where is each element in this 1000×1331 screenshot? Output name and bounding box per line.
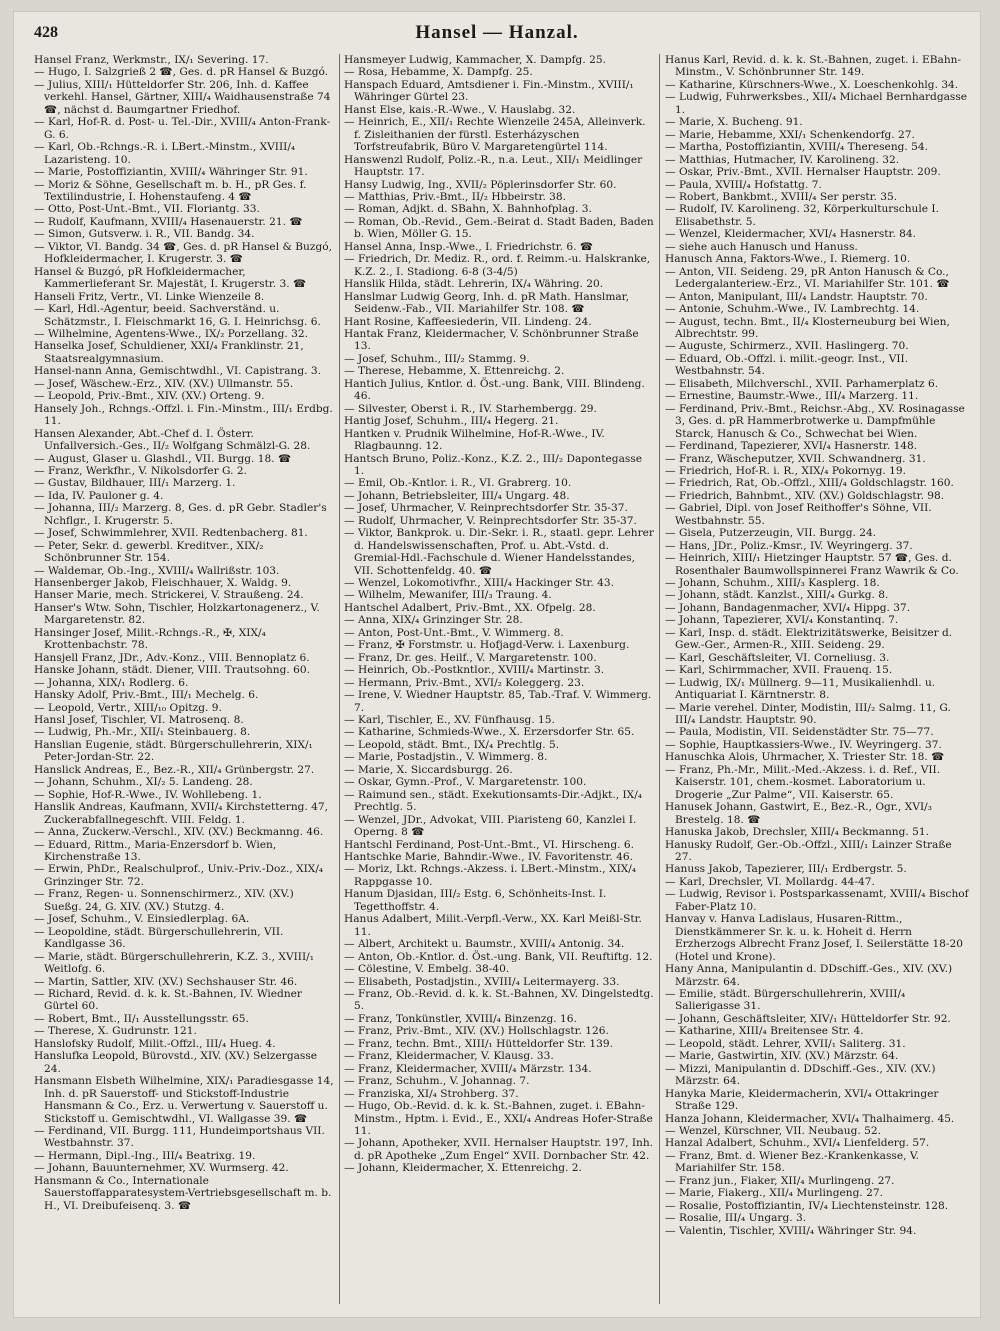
directory-entry: — Albert, Architekt u. Baumstr., XVIII/₄ Antonig. 34. [344, 938, 625, 951]
directory-entry: — Rudolf, Kaufmann, XVIII/₄ Hasenauerstr. 21. ☎ [34, 215, 303, 228]
directory-entry: — Ernestine, Baumstr.-Wwe., III/₄ Marzerg. 11. [665, 390, 919, 403]
directory-entry: — Katharine, Kürschners-Wwe., X. Loeschenkohlg. 34. [665, 78, 959, 91]
directory-entry: — Ludwig, Ph.-Mr., XII/₁ Steinbauerg. 8. [34, 726, 251, 739]
directory-entry: — Josef, Schuhm., V. Einsiedlerplag. 6A. [34, 913, 250, 926]
directory-entry: Hanser Marie, mech. Strickerei, V. Straußeng. 24. [34, 589, 304, 602]
directory-entry: — Silvester, Oberst i. R., IV. Starhembergg. 29. [344, 402, 597, 415]
directory-entry: — Gisela, Putzerzeugin, VII. Burgg. 24. [665, 527, 877, 540]
directory-entry: Hansel Anna, Insp.-Wwe., I. Friedrichstr. 6. ☎ [344, 240, 594, 253]
directory-entry: — Karl, Tischler, E., XV. Fünfhausg. 15. [344, 714, 555, 727]
directory-entry: Hansl Josef, Tischler, VI. Matrosenq. 8. [34, 714, 244, 727]
directory-entry: Hany Anna, Manipulantin d. DDschiff.-Ges., XIV. (XV.) Märzstr. 64. [665, 963, 953, 988]
directory-entry: — Anton, Manipulant, III/₄ Landstr. Hauptstr. 70. [665, 290, 928, 303]
directory-entry: — Mizzi, Manipulantin d. DDschiff.-Ges., XIV. (XV.) Märzstr. 64. [665, 1062, 936, 1088]
directory-entry: — Marie verehel. Dinter, Modistin, III/₂ Salmg. 11, G. III/₄ Landstr. Hauptstr. 90. [665, 701, 951, 727]
directory-entry: — Josef, Schwimmlehrer, XVII. Redtenbacherg. 81. [34, 527, 308, 540]
directory-entry: — Martin, Sattler, XIV. (XV.) Sechshauser Str. 46. [34, 975, 298, 988]
directory-entry: Hanusky Rudolf, Ger.-Ob.-Offzl., XIII/₁ Lainzer Straße 27. [665, 838, 952, 863]
directory-entry: — Wenzel, JDr., Advokat, VIII. Piaristeng 60, Kanzlei I. Operng. 8 ☎ [344, 813, 637, 839]
directory-entry: — siehe auch Hanusch und Hanuss. [665, 240, 858, 253]
directory-entry: — Franz, Kleidermacher, XVIII/₄ Märzstr. 134. [344, 1062, 592, 1075]
directory-entry: — Johanna, III/₂ Marzerg. 8, Ges. d. pR Gebr. Stadler's Nchflgr., I. Krugerstr. 5. [34, 502, 327, 527]
directory-entry: — Karl, Geschäftsleiter, VI. Corneliusg. 3. [665, 651, 890, 664]
directory-entry: — Raimund sen., städt. Exekutionsamts-Dir.-Adjkt., IX/₄ Prechtlg. 5. [344, 788, 643, 814]
directory-entry: — Anna, XIX/₄ Grinzinger Str. 28. [344, 614, 523, 627]
directory-entry: — Viktor, Bankprok. u. Dir.-Sekr. i. R., staatl. gepr. Lehrer d. Handelswissenschaften, Prof. u. Abt.-Vstd. d. Gremial-Hdl.-Fachschule d. Wiener Handelsstandes, VII. Schottenfeldg. 40. ☎ [344, 527, 654, 577]
directory-entry: Hansen Alexander, Abt.-Chef d. I. Österr. Unfallversich.-Ges., II/₂ Wolfgang Schmälzl-G. 28. [34, 427, 311, 453]
directory-entry: Hanus Karl, Revid. d. k. k. St.-Bahnen, zuget. i. EBahn-Minstm., V. Schönbrunner Str. 149. [665, 54, 962, 79]
directory-entry: Hanusch Anna, Faktors-Wwe., I. Riemerg. 10. [665, 253, 911, 266]
directory-entry: — Franz, Ph.-Mr., Milit.-Med.-Akzess. i. d. Ref., VII. Kaiserstr. 101, chem.-kosmet. Laboratorium u. Drogerie „Zur Palme“, VII. Kaiserstr. 65. [665, 763, 941, 801]
directory-entry: — Matthias, Priv.-Bmt., II/₂ Hbbeirstr. 38. [344, 190, 567, 203]
directory-entry: — Franz, techn. Bmt., XIII/₁ Hütteldorfer Str. 139. [344, 1037, 613, 1050]
directory-entry: — Franz jun., Fiaker, XII/₄ Murlingeng. 27. [665, 1174, 895, 1187]
directory-entry: — Ferdinand, Tapezierer, XVI/₄ Hasnerstr. 148. [665, 440, 918, 453]
directory-entry: — Ludwig, IX/₁ Müllnerg. 9—11, Musikalienhdl. u. Antiquariat I. Kärntnerstr. 8. [665, 676, 936, 702]
directory-entry: — Sophie, Hof-R.-Wwe., IV. Wohllebeng. 1. [34, 788, 262, 801]
directory-entry: Hansel & Buzgó, pR Hofkleidermacher, Kammerlieferant Sr. Majestät, I. Krugerstr. 3. ☎ [34, 265, 307, 291]
directory-entry: — Erwin, PhDr., Realschulprof., Univ.-Priv.-Doz., XIX/₄ Grinzinger Str. 72. [34, 863, 324, 888]
directory-entry: — Leopold, städt. Bmt., IX/₄ Prechtlg. 5. [344, 738, 560, 751]
directory-entry: — Roman, Ob.-Revid., Gem.-Beirat d. Stadt Baden, Baden b. Wien, Möller G. 15. [344, 215, 654, 241]
directory-entry: — Rosalie, III/₄ Ungarg. 3. [665, 1212, 807, 1225]
directory-entry: — Hermann, Dipl.-Ing., III/₄ Beatrixg. 19. [34, 1149, 256, 1162]
directory-entry: Hanslik Hilda, städt. Lehrerin, IX/₄ Währing. 20. [344, 278, 604, 291]
directory-entry: — Emil, Ob.-Kntlor. i. R., VI. Grabrerg. 10. [344, 477, 572, 490]
directory-entry: — Robert, Bmt., II/₁ Ausstellungsstr. 65. [34, 1012, 249, 1025]
directory-entry: — Ferdinand, VII. Burgg. 111, Hundeimportshaus VII. Westbahnstr. 37. [34, 1124, 325, 1150]
directory-entry: — Johann, Bauunternehmer, XV. Wurmserg. 42. [34, 1162, 289, 1175]
directory-entry: — Katharine, XIII/₄ Breitensee Str. 4. [665, 1025, 864, 1038]
directory-entry: — Leopold, städt. Lehrer, XVII/₁ Saliterg. 31. [665, 1037, 906, 1050]
directory-entry: — Friedrich, Hof-R. i. R., XIX/₄ Pokornyg. 19. [665, 464, 906, 477]
directory-entry: — Franz, Regen- u. Sonnenschirmerz., XIV. (XV.) Sueßg. 24, G. XIV. (XV.) Stutzg. 4. [34, 888, 294, 913]
directory-entry: — Elisabeth, Milchverschl., XVII. Parhamerplatz 6. [665, 377, 939, 390]
directory-entry: — Karl, Drechsler, VI. Mollardg. 44-47. [665, 875, 875, 888]
directory-entry: — Josef, Schuhm., III/₂ Stammg. 9. [344, 352, 530, 365]
directory-entry: — Anton, Post-Unt.-Bmt., V. Wimmerg. 8. [344, 626, 564, 639]
directory-entry: — Wenzel, Kleidermacher, XVI/₄ Hasnerstr. 84. [665, 228, 917, 241]
directory-entry: Hansel Franz, Werkmstr., IX/₁ Severing. 17. [34, 54, 269, 66]
directory-entry: — Moriz & Söhne, Gesellschaft m. b. H., pR Ges. f. Textilindustrie, I. Hohenstaufeng. 4 ☎ [34, 178, 307, 203]
directory-entry: — Waldemar, Ob.-Ing., XVIII/₄ Wallrißstr. 103. [34, 564, 280, 577]
directory-entry: — Wenzel, Lokomotivfhr., XIII/₄ Hackinger Str. 43. [344, 577, 614, 590]
directory-entry: — Paula, XVIII/₄ Hofstattg. 7. [665, 178, 822, 191]
running-head: Hansel — Hanzal. [415, 22, 579, 43]
directory-entry: Hanslofsky Rudolf, Milit.-Offzl., III/₄ Hueg. 4. [34, 1037, 276, 1050]
page-number: 428 [34, 24, 58, 41]
directory-entry: — Karl, Insp. d. städt. Elektrizitätswerke, Beisitzer d. Gew.-Ger., Armen-R., XIII. Seideng. 29. [665, 626, 953, 652]
directory-entry: — Gabriel, Dipl. von Josef Reithoffer's Söhne, VII. Westbahnstr. 55. [665, 502, 932, 527]
directory-entry: — Johanna, XIX/₁ Rodlerg. 6. [34, 676, 189, 689]
directory-entry: — Hermann, Priv.-Bmt., XVI/₂ Koleggerg. 23. [344, 676, 585, 689]
directory-entry: — Matthias, Hutmacher, IV. Karolineng. 32. [665, 153, 900, 166]
directory-entry: — Franz, Ob.-Revid. d. k. k. St.-Bahnen, XV. Dingelstedtg. 5. [344, 987, 654, 1013]
directory-entry: — Marie, Hebamme, XXI/₁ Schenkendorfg. 27. [665, 128, 915, 141]
directory-entry: — Leopoldine, städt. Bürgerschullehrerin, VII. Kandlgasse 36. [34, 925, 284, 951]
directory-entry: Hanuschka Alois, Uhrmacher, X. Triester Str. 18. ☎ [665, 751, 945, 764]
directory-entry: Hansmann Elsbeth Wilhelmine, XIX/₁ Paradiesgasse 14, Inh. d. pR Sauerstoff- und Stickstoff-Industrie Hansmann & Co., Erz. u. Verwertung v. Sauerstoff u. Stickstoff u. Gemischtwdhl., VI. Wallgasse 39. ☎ [34, 1075, 334, 1125]
directory-entry: Hantsch Bruno, Poliz.-Konz., K.Z. 2., III/₂ Dapontegasse 1. [344, 452, 643, 477]
directory-entry: Hansinger Josef, Milit.-Rchngs.-R., ✠, XIX/₄ Krottenbachstr. 78. [34, 626, 266, 652]
directory-entry: — Karl, Schirmmacher, XVII. Frauenq. 15. [665, 664, 893, 677]
directory-entry: — Friedrich, Bahnbmt., XIV. (XV.) Goldschlagstr. 98. [665, 489, 945, 502]
directory-entry: — Josef, Wäschew.-Erz., XIV. (XV.) Ullmanstr. 55. [34, 377, 294, 390]
directory-entry: — Irene, V. Wiedner Hauptstr. 85, Tab.-Traf. V. Wimmerg. 7. [344, 689, 652, 714]
directory-entry: — Otto, Post-Unt.-Bmt., VII. Floriantg. 33. [34, 203, 260, 216]
directory-entry: — Auguste, Schirmerz., XVII. Haslingerg. 70. [665, 340, 909, 353]
directory-entry: — Johann, städt. Kanzlst., XIII/₄ Gurkg. 8. [665, 589, 889, 602]
directory-entry: — Franz, Dr. ges. Heilf., V. Margaretenstr. 100. [344, 651, 597, 664]
directory-entry: — Simon, Gutsverw. i. R., VII. Bandg. 34. [34, 228, 255, 241]
directory-entry: — Ida, IV. Pauloner g. 4. [34, 489, 164, 502]
directory-entry: Hanswenzl Rudolf, Poliz.-R., n.a. Leut., XII/₁ Meidlinger Hauptstr. 17. [344, 153, 643, 179]
directory-entry: Hantschl Ferdinand, Post-Unt.-Bmt., VI. Hirscheng. 6. [344, 838, 634, 851]
directory-entry: Hantich Julius, Kntlor. d. Öst.-ung. Bank, VIII. Blindeng. 46. [344, 377, 645, 403]
page-header [14, 12, 980, 50]
directory-entry: — Oskar, Gymn.-Prof., V. Margaretenstr. 100. [344, 776, 587, 789]
directory-entry: — Franz, Wäscheputzer, XVII. Schwandnerg. 31. [665, 452, 926, 465]
directory-entry: Hansjell Franz, JDr., Adv.-Konz., VIII. Bennoplatz 6. [34, 651, 310, 664]
directory-entry: — Wenzel, Kürschner, VII. Neubaug. 52. [665, 1124, 881, 1137]
directory-entry: — Franz, ✠ Forstmstr. u. Hofjagd-Verw. i. Laxenburg. [344, 639, 630, 652]
directory-entry: — Ferdinand, Priv.-Bmt., Reichsr.-Abg., XV. Rosinagasse 3, Ges. d. pR Hammerbrotwerke u. Dampfmühle Starck, Hanusch & Co., Schwechat bei Wien. [665, 402, 965, 440]
directory-entry: Hantig Josef, Schuhm., III/₄ Hegerg. 21. [344, 415, 559, 428]
directory-entry: Hant Rosine, Kaffeesiederin, VII. Lindeng. 24. [344, 315, 592, 328]
directory-entry: — Marie, Fiakerg., XII/₄ Murlingeng. 27. [665, 1187, 883, 1200]
directory-entry: Hanusek Johann, Gastwirt, E., Bez.-R., Ogr., XVI/₃ Brestelg. 18. ☎ [665, 801, 932, 826]
directory-entry: — Franz, Werkfhr., V. Nikolsdorfer G. 2. [34, 464, 247, 477]
directory-entry: — Julius, XIII/₁ Hütteldorfer Str. 206, Inh. d. Kaffee verkehl. Hansel, Gärtner, XIII/₄ Waidhausenstraße 74 ☎, nächst d. Baumgartner Friedhof. [34, 78, 331, 116]
directory-entry: Hanslufka Leopold, Bürovstd., XIV. (XV.) Selzergasse 24. [34, 1050, 318, 1075]
directory-entry: — Anna, Zuckerw.-Verschl., XIV. (XV.) Beckmanng. 46. [34, 826, 324, 839]
directory-entry: — Karl, Ob.-Rchngs.-R. i. LBert.-Minstm., XVIII/₄ Lazaristeng. 10. [34, 141, 296, 166]
directory-entry: — Therese, X. Gudrunstr. 121. [34, 1025, 197, 1038]
directory-entry: — Johann, Bandagenmacher, XVI/₄ Hippg. 37. [665, 601, 911, 614]
directory-entry: — Franz, Tonkünstler, XVIII/₄ Binzenzg. 16. [344, 1012, 577, 1025]
directory-entry: — Eduard, Rittm., Maria-Enzersdorf b. Wien, Kirchenstraße 13. [34, 838, 277, 863]
directory-page [14, 12, 980, 1317]
directory-entry: — Valentin, Tischler, XVIII/₄ Währinger Str. 94. [665, 1224, 917, 1237]
directory-entry: Hanyka Marie, Kleidermacherin, XVI/₄ Ottakringer Straße 129. [665, 1087, 939, 1113]
directory-entry: — Martha, Postoffiziantin, XVIII/₄ Thereseng. 54. [665, 141, 929, 154]
directory-entry: — Richard, Revid. d. k. k. St.-Bahnen, IV. Wiedner Gürtel 60. [34, 987, 302, 1013]
directory-entry: — Franz, Bmt. d. Wiener Bez.-Krankenkasse, V. Mariahilfer Str. 158. [665, 1149, 920, 1175]
directory-entry: — Hugo, Ob.-Revid. d. k. k. St.-Bahnen, zuget. i. EBahn-Minstm., Hptm. i. Evid., E., XXI/₄ Andreas Hofer-Straße 11. [344, 1100, 653, 1137]
directory-entry: — Karl, Hof-R. d. Post- u. Tel.-Dir., XVIII/₄ Anton-Frank-G. 6. [34, 116, 331, 141]
directory-entry: — Cölestine, V. Embelg. 38-40. [344, 963, 510, 976]
directory-entry: Hanselka Josef, Schuldiener, XXI/₄ Franklinstr. 21, Staatsrealgymnasium. [34, 340, 304, 365]
directory-entry: — Rudolf, IV. Karolineng. 32, Körperkulturschule I. Elisabethstr. 5. [665, 203, 939, 228]
directory-entry: — Rudolf, Uhrmacher, V. Reinprechtsdorfer Str. 35-37. [344, 514, 637, 527]
directory-entry: — Leopold, Priv.-Bmt., XIV. (XV.) Orteng. 9. [34, 390, 265, 403]
directory-entry: Hanspach Eduard, Amtsdiener i. Fin.-Minstm., XVIII/₁ Währinger Gürtel 23. [344, 78, 634, 104]
column-divider [659, 54, 660, 1304]
directory-entry: Hansenberger Jakob, Fleischhauer, X. Waldg. 9. [34, 577, 292, 590]
directory-entry: — Ludwig, Fuhrwerksbes., XII/₄ Michael Bernhardgasse 1. [665, 91, 968, 116]
directory-entry: Hantak Franz, Kleidermacher, V. Schönbrunner Straße 13. [344, 327, 639, 353]
directory-entry: — Rosa, Hebamme, X. Dampfg. 25. [344, 66, 533, 79]
directory-entry: — Marie, X. Bucheng. 91. [665, 116, 803, 129]
directory-entry: — Gustav, Bildhauer, III/₁ Marzerg. 1. [34, 477, 236, 490]
directory-entry: — Rosalie, Postoffiziantin, IV/₄ Liechtensteinstr. 128. [665, 1199, 949, 1212]
directory-entry: — Karl, Hdl.-Agentur, beeid. Sachverständ. u. Schätzmstr., I. Fleischmarkt 16, G. I. Heinrichsg. 6. [34, 303, 321, 328]
directory-entry: — Johann, Schuhm., XI/₂ 5. Landeng. 28. [34, 776, 253, 789]
directory-entry: — Eduard, Ob.-Offzl. i. milit.-geogr. Inst., VII. Westbahnstr. 54. [665, 352, 909, 378]
directory-entry: — Johann, Apotheker, XVII. Hernalser Hauptstr. 197, Inh. d. pR Apotheke „Zum Engel“ XVII. Dornbacher Str. 42. [344, 1137, 654, 1162]
directory-entry: Hantschel Adalbert, Priv.-Bmt., XX. Ofpelg. 28. [344, 601, 596, 614]
directory-entry: — Roman, Adjkt. d. SBahn, X. Bahnhofplag. 3. [344, 203, 592, 216]
directory-entry: Hansy Ludwig, Ing., XVII/₂ Pöplerinsdorfer Str. 60. [344, 178, 617, 191]
directory-entry: — Friedrich, Rat, Ob.-Offzl., XIII/₄ Goldschlagstr. 160. [665, 477, 954, 490]
directory-entry: — Heinrich, E., XII/₁ Rechte Wienzeile 245A, Alleinverk. f. Zisleithanien der fürstl. Esterházyschen Torfstreufabrik, Büro V. Margaretengürtel 114. [344, 116, 646, 154]
directory-entry: — Robert, Bankbmt., XVIII/₄ Ser perstr. 35. [665, 190, 898, 203]
directory-entry: — Franz, Schuhm., V. Johannag. 7. [344, 1075, 530, 1088]
directory-entry: Hantschke Marie, Bahndir.-Wwe., IV. Favoritenstr. 46. [344, 851, 634, 863]
directory-entry: Hansmeyer Ludwig, Kammacher, X. Dampfg. 25. [344, 54, 606, 66]
directory-entry: — Franz, Priv.-Bmt., XIV. (XV.) Hollschlagstr. 126. [344, 1025, 609, 1038]
directory-entry: — Moriz, Lkt. Rchngs.-Akzess. i. LBert.-Minstm., XIX/₄ Rappgasse 10. [344, 863, 637, 888]
directory-entry: — Hans, JDr., Poliz.-Kmsr., IV. Weyringerg. 37. [665, 539, 913, 552]
directory-entry: — Marie, Gastwirtin, XIV. (XV.) Märzstr. 64. [665, 1050, 899, 1063]
directory-entry: — Anton, VII. Seideng. 29, pR Anton Hanusch & Co., Ledergalanteriew.-Erz., VI. Mariahilfer Str. 101. ☎ [665, 265, 950, 291]
directory-entry: — Sophie, Hauptkassiers-Wwe., IV. Weyringerg. 37. [665, 738, 942, 751]
directory-entry: Hansmann & Co., Internationale Sauerstoffapparatesystem-Vertriebsgesellschaft m. b. H., VI. Dreibufeisenq. 3. ☎ [34, 1174, 332, 1212]
directory-entry: — Johann, Geschäftsleiter, XIV/₁ Hütteldorfer Str. 92. [665, 1012, 951, 1025]
directory-entry: — Elisabeth, Postadjstin., XVIII/₄ Leitermayerg. 33. [344, 975, 620, 988]
directory-entry: Hanst Else, kais.-R.-Wwe., V. Hauslabg. 32. [344, 103, 576, 116]
directory-entry: Hanske Johann, städt. Diener, VIII. Trautsohng. 60. [34, 664, 310, 677]
directory-entry: — Oskar, Priv.-Bmt., XVII. Hernalser Hauptstr. 209. [665, 166, 941, 179]
directory-entry: — Wilhelmine, Agentens-Wwe., IX/₂ Porzellang. 32. [34, 327, 308, 340]
directory-entry: Hanslian Eugenie, städt. Bürgerschullehrerin, XIX/₁ Peter-Jordan-Str. 22. [34, 738, 313, 764]
directory-entry: — Heinrich, XIII/₁ Hietzinger Hauptstr. 57 ☎, Ges. d. Rosenthaler Baumwollspinnerei Franz Wawrik & Co. [665, 552, 959, 577]
directory-entry: — Josef, Uhrmacher, V. Reinprechtsdorfer Str. 35-37. [344, 502, 628, 515]
directory-column-left [34, 54, 334, 1309]
directory-entry: — Friedrich, Dr. Mediz. R., ord. f. Reimm.-u. Halskranke, K.Z. 2., I. Stadiong. 6-8 (3-4/5) [344, 253, 651, 278]
directory-entry: — Therese, Hebamme, X. Ettenreichg. 2. [344, 365, 565, 378]
directory-entry: — Wilhelm, Mewanifer, III/₃ Traung. 4. [344, 589, 552, 602]
directory-entry: — Marie, städt. Bürgerschullehrerin, K.Z. 3., XVIII/₁ Weitlofg. 6. [34, 950, 314, 976]
directory-entry: — Franz, Kleidermacher, V. Klausg. 33. [344, 1050, 554, 1063]
directory-entry: — Johann, Tapezierer, XVI/₄ Konstantinq. 7. [665, 614, 899, 627]
directory-entry: — Peter, Sekr. d. gewerbl. Kreditver., XIX/₂ Schönbrunner Str. 154. [34, 539, 264, 565]
directory-entry: — Marie, Postoffiziantin, XVIII/₄ Währinger Str. 91. [34, 166, 308, 179]
directory-column-right [665, 54, 970, 1309]
column-divider [339, 54, 340, 1304]
directory-entry: Hanuska Jakob, Drechsler, XIII/₄ Beckmanng. 51. [665, 826, 929, 839]
directory-entry: — Viktor, VI. Bandg. 34 ☎, Ges. d. pR Hansel & Buzgó, Hofkleidermacher, I. Krugerstr. 3. ☎ [34, 240, 332, 266]
directory-entry: — Anton, Ob.-Kntlor. d. Öst.-ung. Bank, VII. Reuftiftg. 12. [344, 950, 653, 963]
directory-entry: Hanseli Fritz, Vertr., VI. Linke Wienzeile 8. [34, 290, 265, 303]
directory-entry: — Marie, Postadjstin., V. Wimmerg. 8. [344, 751, 548, 764]
directory-entry: — Paula, Modistin, VII. Seidenstädter Str. 75—77. [665, 726, 934, 739]
directory-column-middle [344, 54, 654, 1309]
directory-entry: Hanslick Andreas, E., Bez.-R., XII/₄ Grünbergstr. 27. [34, 763, 315, 776]
directory-entry: Hanum Djasidan, III/₂ Estg. 6, Schönheits-Inst. I. Tegetthoffstr. 4. [344, 888, 607, 913]
directory-entry: — August, Glaser u. Glashdl., VII. Burgg. 18. ☎ [34, 452, 292, 465]
directory-entry: Hanser's Wtw. Sohn, Tischler, Holzkartonagenerz., V. Margaretenstr. 82. [34, 601, 320, 627]
directory-entry: Hanza Johann, Kleidermacher, XVI/₄ Thalhaimerg. 45. [665, 1112, 955, 1125]
directory-entry: Hanus Adalbert, Milit.-Verpfl.-Verw., XX. Karl Meißl-Str. 11. [344, 913, 642, 938]
directory-entry: — Franziska, XI/₄ Strohberg. 37. [344, 1087, 519, 1100]
directory-entry: Hansky Adolf, Priv.-Bmt., III/₁ Mechelg. 6. [34, 689, 259, 702]
directory-entry: Hanuss Jakob, Tapezierer, III/₁ Erdbergstr. 5. [665, 863, 907, 876]
directory-entry: Hanslik Andreas, Kaufmann, XVII/₄ Kirchstetterng. 47, Zuckerabfallnegeschft. VIII. Feldg. 1. [34, 801, 329, 826]
directory-entry: — August, techn. Bmt., II/₄ Klosterneuburg bei Wien, Albrechtstr. 99. [665, 315, 950, 340]
directory-entry: Hansel-nann Anna, Gemischtwdhl., VI. Capistrang. 3. [34, 365, 322, 378]
directory-entry: Hanslmar Ludwig Georg, Inh. d. pR Math. Hanslmar, Seidenw.-Fab., VII. Mariahilfer Str. 108. ☎ [344, 290, 629, 316]
directory-entry: — Ludwig, Revisor i. Postsparkassenamt, XVIII/₄ Bischof Faber-Platz 10. [665, 888, 969, 913]
directory-entry: — Antonie, Schuhm.-Wwe., IV. Lambrechtg. 14. [665, 303, 920, 316]
directory-entry: — Heinrich, Ob.-Postkntlor., XVIII/₄ Martinstr. 3. [344, 664, 605, 677]
directory-entry: — Johann, Schuhm., XIII/₃ Kasplerg. 18. [665, 577, 880, 590]
directory-entry: Hantken v. Prudnik Wilhelmine, Hof-R.-Wwe., IV. Rlagbaunng. 12. [344, 427, 605, 453]
directory-entry: — Katharine, Schmieds-Wwe., X. Erzersdorfer Str. 65. [344, 726, 635, 739]
directory-entry: Hanzal Adalbert, Schuhm., XVI/₄ Lienfelderg. 57. [665, 1137, 930, 1150]
directory-entry: — Johann, Kleidermacher, X. Ettenreichg. 2. [344, 1162, 582, 1175]
directory-entry: — Emilie, städt. Bürgerschullehrerin, XVIII/₄ Salierigasse 31. [665, 987, 906, 1013]
directory-entry: — Hugo, I. Salzgrieß 2 ☎, Ges. d. pR Hansel & Buzgó. [34, 66, 329, 79]
directory-entry: — Leopold, Vertr., XIII/₁₀ Opitzg. 9. [34, 701, 222, 714]
directory-entry: — Johann, Betriebsleiter, III/₄ Ungarg. 48. [344, 489, 570, 502]
directory-entry: — Marie, X. Siccardsburgg. 26. [344, 763, 513, 776]
directory-entry: Hansely Joh., Rchngs.-Offzl. i. Fin.-Minstm., III/₁ Erdbg. 11. [34, 402, 333, 428]
directory-entry: Hanvay v. Hanva Ladislaus, Husaren-Rittm., Dienstkämmerer Sr. k. u. k. Hoheit d. Herrn Erzherzogs Albrecht Franz Josef, I. Seilerstätte 18-20 (Hotel und Krone). [665, 913, 963, 963]
